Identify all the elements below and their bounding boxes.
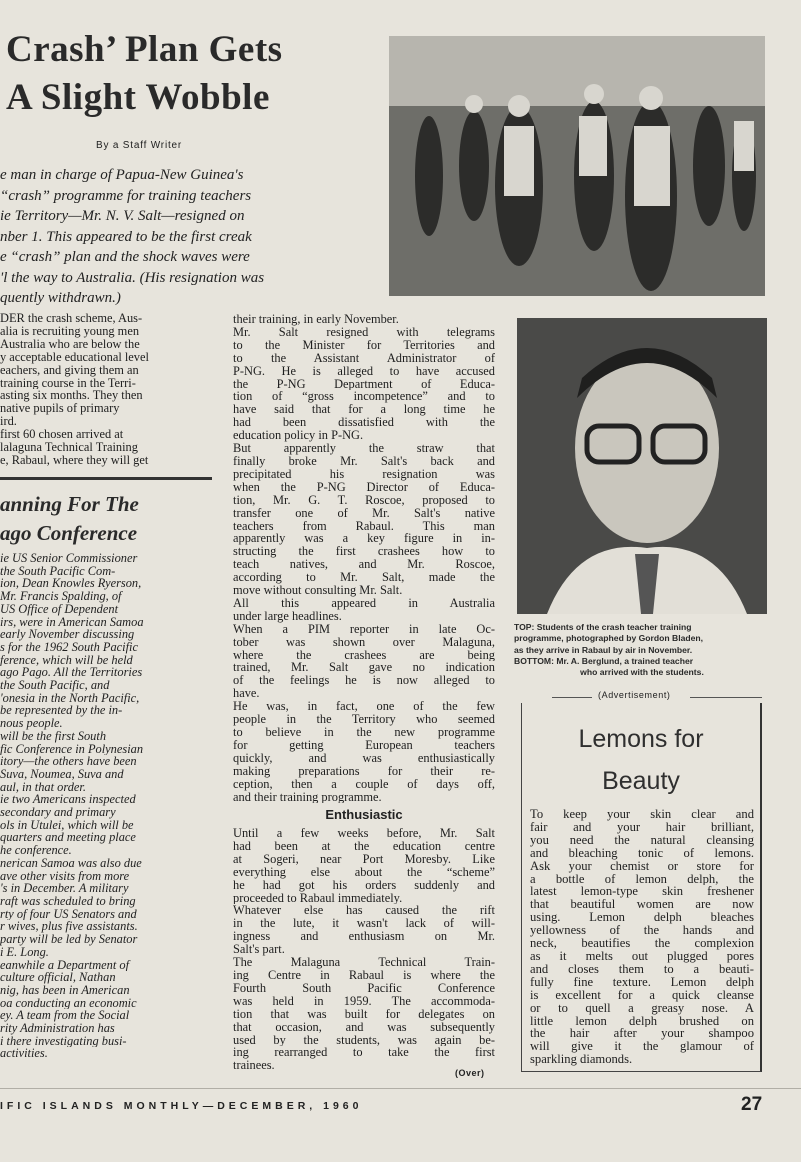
text-line: US Office of Dependent [0, 602, 119, 616]
text-line: quarters and meeting place [0, 831, 136, 845]
intro-line: quently withdrawn.) [0, 290, 121, 306]
text-line: Mr. Francis Spalding, of [0, 590, 122, 603]
text-line: had been dissatisfied with the [233, 416, 495, 430]
caption-line: as they arrive in Rabaul by air in November. [514, 644, 693, 655]
text-line: apparently was a key figure in in- [233, 532, 495, 546]
text-line: and their training programme. [233, 790, 382, 804]
headline [6, 26, 386, 122]
text-line: the South Pacific Com- [0, 564, 116, 578]
text-line: training course in the Terri- [0, 376, 136, 390]
text-line: eachers, and giving them an [0, 363, 139, 377]
text-line: at Sogeri, near Port Moresby. Like [233, 852, 495, 866]
text-line: to the Minister for Territories and [233, 338, 495, 352]
text-line: of the feelings he is now alleged to [233, 674, 495, 688]
text-line: proceeded to Rabaul immediately. [233, 891, 403, 905]
text-line: first 60 chosen arrived at [0, 428, 124, 442]
text-line: y acceptable educational level [0, 350, 149, 364]
page-number: 27 [741, 1094, 763, 1115]
advertisement-label: (Advertisement) [598, 690, 671, 700]
text-line: nerican Samoa was also due [0, 856, 142, 870]
text-line: ference, which will be held [0, 653, 133, 667]
text-line: i there investigating busi- [0, 1034, 127, 1048]
caption-line: programme, photographed by Gordon Bladen, [514, 633, 704, 644]
text-line: transfer one of Mr. Salt's native [233, 506, 495, 520]
text-line: finally broke Mr. Salt's back and [233, 454, 495, 468]
text-line: ave other visits from more [0, 869, 130, 883]
text-line: rity Administration has [0, 1022, 115, 1035]
text-line: trained, Mr. Salt gave no indication [233, 661, 495, 675]
ad-text-line: or to quell a greasy nose. A [530, 1001, 754, 1015]
text-line: aul, in that order. [0, 780, 86, 794]
text-line: lalaguna Technical Training [0, 441, 138, 454]
ad-title-line: Lemons for [578, 725, 704, 753]
text-line: ing Centre in Rabaul is where the [233, 968, 495, 982]
text-line: Australia who are below the [0, 337, 140, 351]
section-divider [0, 477, 212, 480]
middle-column-text [233, 313, 495, 803]
ad-title-line: Beauty [602, 767, 680, 795]
ad-text-line: Ask your chemist or store for [530, 859, 754, 873]
intro-line: e man in charge of Papua-New Guinea's [0, 167, 244, 183]
text-line: party will be led by Senator [0, 933, 138, 946]
text-line: had been at the education centre [233, 839, 495, 853]
footer-rule [0, 1088, 801, 1089]
text-line: irs, were in American Samoa [0, 615, 144, 629]
text-line: itory—the others have been [0, 755, 137, 768]
text-line: tion that was built for delegates on [233, 1007, 495, 1021]
caption-line: BOTTOM: Mr. A. Berglund, a trained teacher [514, 655, 694, 666]
text-line: ie two Americans inspected [0, 793, 136, 807]
ad-text-line: will give it the glamour of [530, 1040, 754, 1054]
text-line: ird. [0, 415, 17, 429]
text-line: quickly, and was enthusiastically [233, 751, 495, 765]
text-line: ols in Utulei, which will be [0, 818, 134, 832]
text-line: according to Mr. Salt, made the [233, 571, 495, 585]
text-line: Suva, Noumea, Suva and [0, 767, 124, 781]
text-line: ing rearranged to take the first [233, 1046, 495, 1060]
ad-text-line: using. Lemon delph bleaches [530, 911, 754, 925]
text-line: Salt's part. [233, 943, 285, 957]
text-line: Fourth South Pacific Conference [233, 981, 495, 995]
text-line: r wives, plus five assistants. [0, 920, 138, 934]
text-line: P-NG. He is alleged to have accused [233, 364, 495, 378]
text-line: secondary and primary [0, 806, 116, 819]
ad-rule-left [552, 697, 592, 698]
text-line: native pupils of primary [0, 402, 120, 416]
text-line: asting six months. They then [0, 389, 143, 403]
text-line: When a PIM reporter in late Oc- [233, 622, 495, 636]
text-line: under large headlines. [233, 609, 342, 623]
conference-subhead [0, 490, 214, 548]
subhead-line: anning For The [0, 492, 139, 516]
ad-text-line: To keep your skin clear and [530, 808, 754, 821]
ad-text-line: little lemon delph brushed on [530, 1014, 754, 1028]
conference-article-text [0, 552, 216, 1060]
text-line: early November discussing [0, 628, 135, 641]
text-line: eanwhile a Department of [0, 958, 130, 972]
text-line: ago Pago. All the Territories [0, 666, 143, 680]
text-line: he conference. [0, 844, 72, 857]
ad-body-text [530, 808, 754, 1066]
text-line: He was, in fact, one of the few [233, 700, 495, 714]
middle-column-text-2 [233, 827, 495, 1072]
ad-text-line: sparkling diamonds. [530, 1053, 633, 1067]
text-line: to believe in the new programme [233, 726, 495, 739]
text-line: trainees. [233, 1059, 275, 1073]
photo-caption [514, 622, 770, 678]
caption-line: TOP: Students of the crash teacher training [514, 622, 692, 632]
text-line: people in the Territory who seemed [233, 713, 495, 726]
text-line: nous people. [0, 717, 63, 730]
text-line: for getting European teachers [233, 738, 495, 752]
text-line: making preparations for their re- [233, 764, 495, 778]
ad-title [521, 718, 761, 802]
ad-text-line: the hair after your shampoo [530, 1027, 754, 1041]
text-line: be represented by the in- [0, 704, 123, 718]
text-line: precipitated his resignation was [233, 467, 495, 481]
text-line: nig, has been in American [0, 983, 130, 997]
text-line: culture official, Nathan [0, 971, 116, 984]
text-line: s for the 1962 South Pacific [0, 640, 139, 654]
text-line: have. [233, 687, 260, 701]
text-line: that occasion, and was subsequently [233, 1020, 495, 1034]
text-line: Mr. Salt resigned with telegrams [233, 325, 495, 339]
text-line: activities. [0, 1047, 48, 1061]
text-line: But apparently the straw that [233, 442, 495, 455]
intro-line: e “crash” plan and the shock waves were [0, 249, 250, 265]
magazine-footer: IFIC ISLANDS MONTHLY—DECEMBER, 1960 [0, 1100, 363, 1112]
text-line: he had got his orders suddenly and [233, 878, 495, 892]
text-line: The Malaguna Technical Train- [233, 956, 495, 969]
text-line: have said that for a long time he [233, 403, 495, 417]
intro-line: ie Territory—Mr. N. V. Salt—resigned on [0, 208, 245, 224]
text-line: was held in 1959. The accommoda- [233, 994, 495, 1008]
text-line: All this appeared in Australia [233, 596, 495, 610]
subhead-line: ago Conference [0, 521, 138, 545]
ad-text-line: neck, beautifies the complexion [530, 937, 754, 950]
text-line: teach natives, and Mr. Roscoe, [233, 558, 495, 572]
text-line: when the P-NG Director of Educa- [233, 480, 495, 494]
ad-text-line: and closes them to a beauti- [530, 962, 754, 976]
bottom-photo-portrait [517, 318, 767, 614]
ad-text-line: and bleaching tonic of lemons. [530, 846, 754, 860]
text-line: alia is recruiting young men [0, 324, 140, 338]
text-line: the P-NG Department of Educa- [233, 377, 495, 391]
intro-line: “crash” programme for training teachers [0, 187, 252, 204]
ad-text-line: fair and your hair brilliant, [530, 820, 754, 834]
ad-text-line: as it melts out plugged pores [530, 949, 754, 963]
text-line: ie US Senior Commissioner [0, 552, 138, 565]
top-photo-students-arriving [389, 36, 765, 296]
text-line: ception, then a couple of days off, [233, 777, 495, 791]
text-line: tion of “gross incompetence” and to [233, 390, 495, 404]
text-line: teachers from Rabaul. This man [233, 519, 495, 533]
text-line: structing the first crashees how to [233, 545, 495, 559]
text-line: will be the first South [0, 729, 107, 743]
text-line: ey. A team from the Social [0, 1009, 130, 1023]
ad-rule-right [690, 697, 762, 698]
intro-line: nber 1. This appeared to be the first creak [0, 228, 252, 245]
text-line: used by the students, was again be- [233, 1033, 495, 1047]
ad-text-line: is excellent for a quick cleanse [530, 988, 754, 1002]
ad-text-line: you need the natural cleansing [530, 833, 754, 847]
text-line: their training, in early November. [233, 313, 399, 326]
intro-paragraph [0, 165, 378, 309]
continued-marker: (Over) [455, 1068, 485, 1078]
text-line: i E. Long. [0, 945, 49, 959]
text-line: oa conducting an economic [0, 996, 137, 1010]
intro-line: 'l the way to Australia. (His resignation was [0, 269, 265, 286]
text-line: move without consulting Mr. Salt. [233, 584, 403, 597]
text-line: everything else about the “scheme” [233, 865, 495, 879]
left-column-text [0, 312, 216, 467]
text-line: where the crashees are being [233, 648, 495, 662]
caption-line: who arrived with the students. [580, 667, 704, 678]
text-line: Whatever else has caused the rift [233, 904, 495, 918]
text-line: education policy in P-NG. [233, 429, 364, 443]
text-line: 's in December. A military [0, 882, 129, 895]
text-line: the South Pacific, and [0, 679, 110, 692]
text-line: 'onesia in the North Pacific, [0, 691, 140, 705]
text-line: fic Conference in Polynesian [0, 742, 144, 756]
text-line: ingness and enthusiasm on Mr. [233, 930, 495, 944]
middle-subhead: Enthusiastic [325, 807, 403, 822]
text-line: rty of four US Senators and [0, 907, 137, 921]
headline-line: Crash’ Plan Gets [6, 29, 283, 70]
byline: By a Staff Writer [96, 140, 183, 151]
text-line: tober was shown over Malaguna, [233, 635, 495, 649]
text-line: Until a few weeks before, Mr. Salt [233, 827, 495, 840]
headline-line: A Slight Wobble [6, 77, 270, 118]
text-line: in the lute, it wasn't lack of will- [233, 917, 495, 931]
ad-text-line: fully fine texture. Lemon delph [530, 975, 754, 989]
ad-text-line: yellowness of the hands and [530, 924, 754, 938]
text-line: tion, Mr. G. T. Roscoe, proposed to [233, 493, 495, 507]
text-line: raft was scheduled to bring [0, 894, 136, 908]
ad-text-line: a bottle of lemon delph, the [530, 872, 754, 886]
text-line: DER the crash scheme, Aus- [0, 312, 143, 325]
ad-text-line: that beautiful women are now [530, 898, 754, 912]
text-line: ion, Dean Knowles Ryerson, [0, 577, 142, 591]
ad-text-line: latest lemon-type skin freshener [530, 885, 754, 899]
text-line: e, Rabaul, where they will get [0, 453, 149, 467]
text-line: to the Assistant Administrator of [233, 351, 495, 365]
